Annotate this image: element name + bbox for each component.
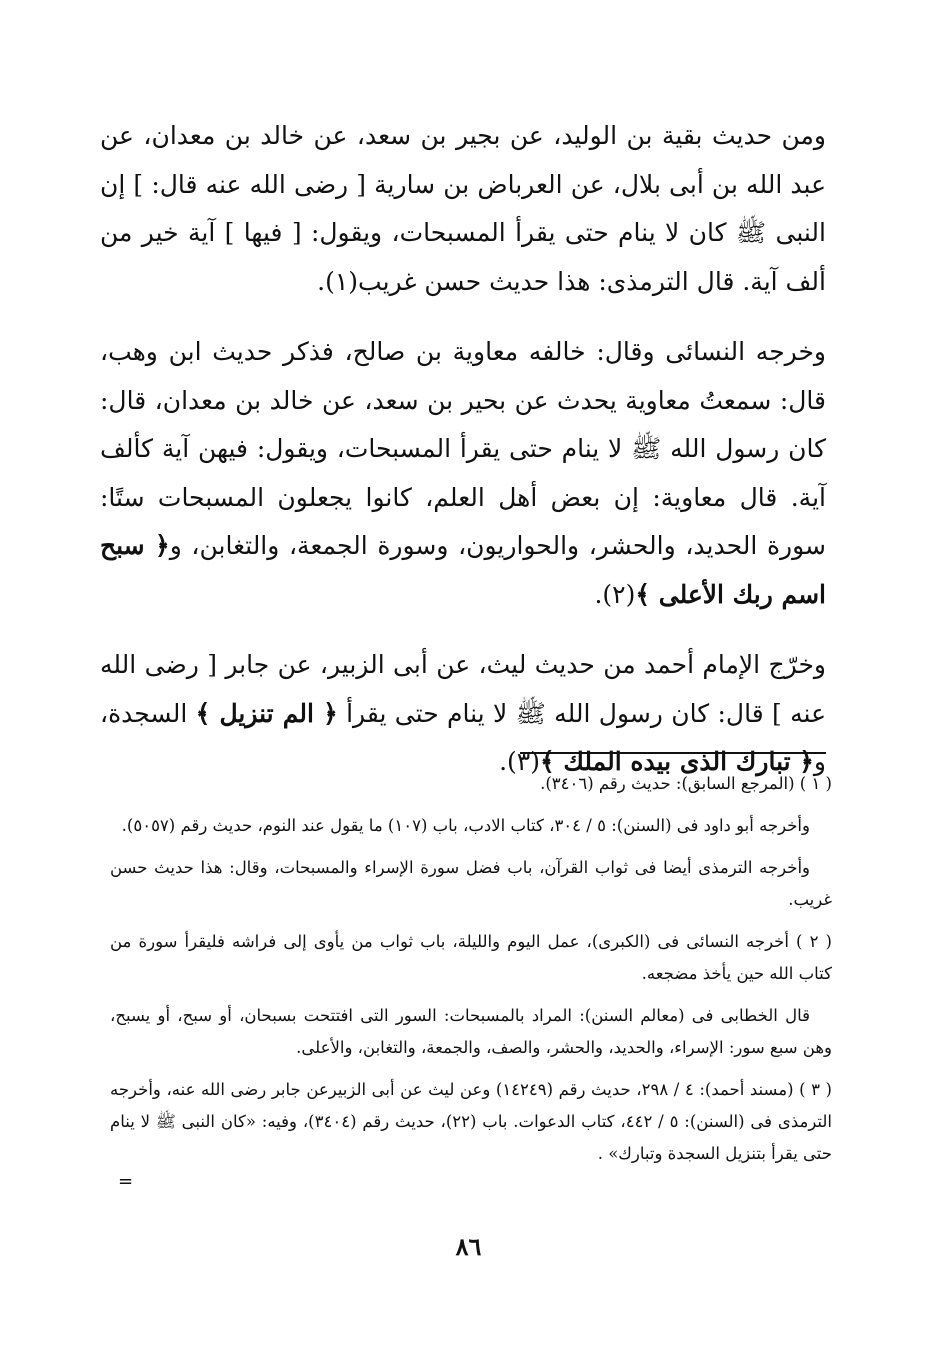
quran-verse-tabarak: ﴿ تبارك الذى بيده الملك ﴾ [539,747,814,776]
footnotes-block [110,768,832,1180]
quran-verse-alif-lam-tanzil: ﴿ الم تنزيل ﴾ [195,698,338,728]
footnote-ref-3: (٣). [499,747,540,776]
page-number: ٨٦ [455,1232,482,1261]
footnote-2-khattabi: قال الخطابى فى (معالم السنن): المراد بالمسبحات: السور التى افتتحت بسبحان، أو سبح، أو يسبح، وهن سبع سور: الإسراء، والحديد، والحشر، والصف، والجمعة، والتغابن، والأعلى. [110,1006,832,1057]
main-text-block [100,112,826,809]
footnote-3: ( ٣ ) (مسند أحمد): ٤ / ٢٩٨، حديث رقم (١٤٢٤٩) وعن ليث عن أبى الزبيرعن جابر رضى الله عنه، وأخرجه الترمذى فى (السنن): ٥ / ٤٤٢، كتاب الدعوات. باب (٢٢)، حديث رقم (٣٤٠٤)، وفيه: «كان النبى ﷺ لا ينام حتى يقرأ بتنزيل السجدة وتبارك» . [110,1080,833,1163]
quran-verse-al-ala: ﴿ سبح اسم ربك الأعلى ﴾ [100,531,826,609]
footnote-1-abu-dawud: وأخرجه أبو داود فى (السنن): ٥ / ٣٠٤، كتاب الادب، باب (١٠٧) ما يقول عند النوم، حديث رقم (٥٠٥٧). [121,816,810,835]
paragraph-2 [100,328,826,619]
paragraph-3-mid: السجدة، و [100,698,826,776]
paragraph-2-text: وخرجه النسائى وقال: خالفه معاوية بن صالح، فذكر حديث ابن وهب، قال: سمعتُ معاوية يحدث عن بحير بن سعد، عن خالد بن معدان، قال: كان رسول الله ﷺ لا ينام حتى يقرأ المسبحات، ويقول: فيهن آية كألف آية. قال معاوية: إن بعض أهل العلم، كانوا يجعلون المسبحات ستًا: سورة الحديد، والحشر، والحواريون، وسورة الجمعة، والتغابن، و [100,337,826,560]
footnote-ref-2: (٢). [594,579,636,609]
footnote-2: ( ٢ ) أخرجه النسائى فى (الكبرى)، عمل اليوم والليلة، باب ثواب من يأوى إلى فراشه فليقرأ سورة من كتاب الله حين يأخذ مضجعه. [110,932,832,983]
footnote-divider [520,752,826,754]
footnote-1: ( ١ ) (المرجع السابق): حديث رقم (٣٤٠٦). [540,774,832,793]
paragraph-3-text: وخرّج الإمام أحمد من حديث ليث، عن أبى الزبير، عن جابر [ رضى الله عنه ] قال: كان رسول الله ﷺ لا ينام حتى يقرأ [100,650,826,728]
footnote-1-tirmidhi: وأخرجه الترمذى أيضا فى ثواب القرآن، باب فضل سورة الإسراء والمسبحات، وقال: هذا حديث حسن غريب. [110,858,832,909]
continuation-mark: = [118,1171,134,1192]
paragraph-1: ومن حديث بقية بن الوليد، عن بجير بن سعد، عن خالد بن معدان، عن عبد الله بن أبى بلال، عن العرباض بن سارية [ رضى الله عنه قال: ] إن النبى ﷺ كان لا ينام حتى يقرأ المسبحات، ويقول: [ فيها ] آية خير من ألف آية. قال الترمذى: هذا حديث حسن غريب(١). [100,121,826,296]
paragraph-3 [100,641,826,787]
